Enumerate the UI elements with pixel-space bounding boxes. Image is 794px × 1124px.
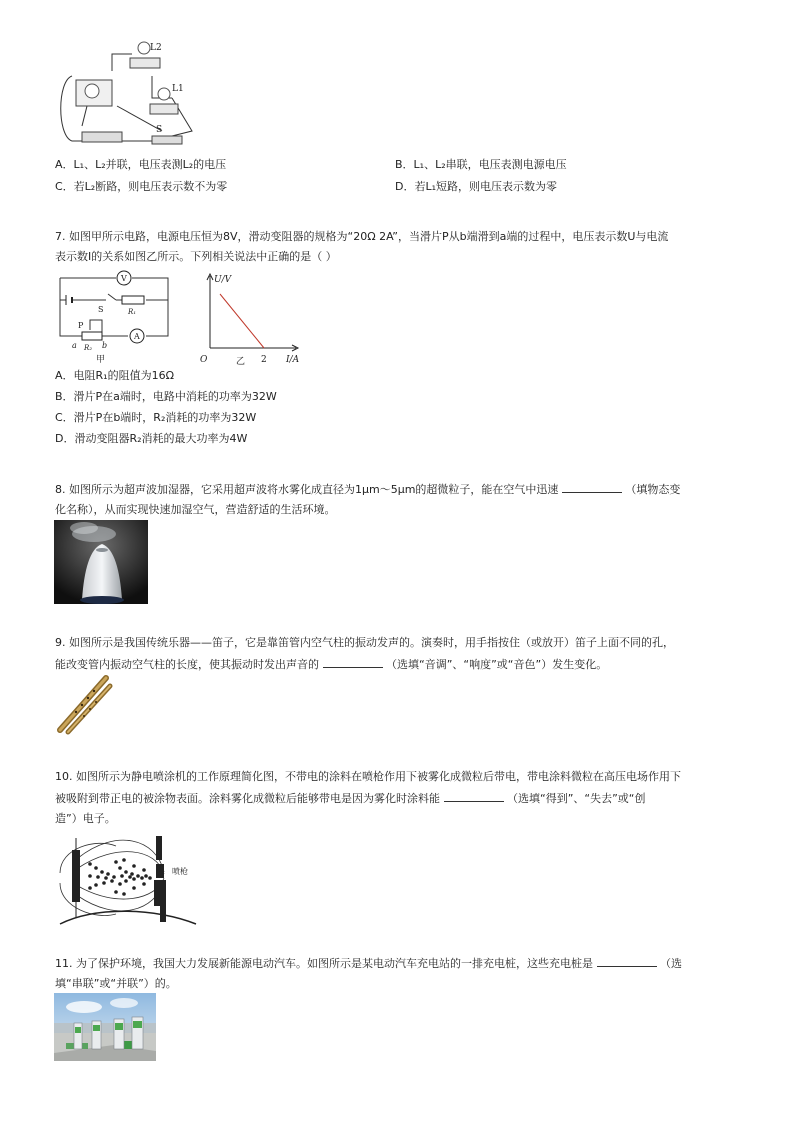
q7-label-s: S: [98, 305, 104, 314]
q9-stem-line1: 9. 如图所示是我国传统乐器——笛子，它是靠笛管内空气柱的振动发声的。演奏时，用手指按住（或放开）笛子上面不同的孔，: [55, 636, 674, 649]
q10-stem-part1: 被吸附到带正电的被涂物表面。涂料雾化成微粒后能够带电是因为雾化时涂料能: [55, 792, 440, 805]
q7-caption-yi: 乙: [236, 357, 246, 367]
q8-stem-line2: 化名称），从而实现快速加湿空气，营造舒适的生活环境。: [55, 503, 336, 516]
q10-stem-part2: （选填“得到”、“失去”或“创: [507, 792, 646, 805]
q7-graph-yi: [198, 270, 308, 365]
q8-stem-part1: 8. 如图所示为超声波加湿器，它采用超声波将水雾化成直径为1μm～5μm的超微粒子，能在空气中迅速: [55, 483, 559, 496]
q9-stem-part1: 能改变管内振动空气柱的长度，使其振动时发出声音的: [55, 658, 319, 671]
q7-option-d: D．滑动变阻器R₂消耗的最大功率为4W: [55, 432, 248, 445]
q10-stem-line3: 造”）电子。: [55, 812, 116, 825]
flute-photo: [54, 674, 114, 736]
q10-stem-line2: [55, 791, 646, 806]
q9-stem-line2: [55, 657, 607, 672]
q11-stem-line1: [55, 956, 682, 971]
q7-label-r2: R₂: [84, 344, 93, 352]
q7-stem-line1: 7. 如图甲所示电路，电源电压恒为8V，滑动变阻器的规格为“20Ω 2A”，当滑片P从b端滑到a端的过程中，电压表示数U与电流: [55, 230, 669, 243]
q7-option-c: C．滑片P在b端时，R₂消耗的功率为32W: [55, 411, 257, 424]
q8-stem-line1: [55, 482, 680, 497]
q7-label-b-end: b: [102, 341, 108, 350]
q7-meter-a: A: [134, 332, 140, 341]
q11-stem-part2: （选: [660, 957, 682, 970]
q7-graph-x-label: I/A: [286, 355, 300, 365]
q8-answer-blank[interactable]: [562, 482, 622, 493]
q7-graph-y-label: U/V: [214, 275, 232, 285]
q7-label-p: P: [78, 321, 84, 330]
q7-circuit-jia: [56, 266, 176, 366]
q7-graph-tick: 2: [261, 355, 267, 365]
q7-meter-v: V: [121, 274, 127, 283]
q7-option-b: B．滑片P在a端时，电路中消耗的功率为32W: [55, 390, 277, 403]
q7-label-r1: R₁: [128, 308, 137, 316]
q7-stem-line2: 表示数I的关系如图乙所示。下列相关说法中正确的是（ ）: [55, 250, 337, 263]
q11-answer-blank[interactable]: [597, 956, 657, 967]
q6-option-c: C．若L₂断路，则电压表示数不为零: [55, 180, 228, 193]
q6-label-s: S: [156, 125, 163, 135]
q7-caption-jia: 甲: [96, 355, 106, 365]
q6-option-a: A．L₁、L₂并联，电压表测L₂的电压: [55, 158, 227, 171]
q7-option-a: A．电阻R₁的阻值为16Ω: [55, 369, 174, 382]
spray-gun-diagram: [56, 828, 206, 924]
paint-particles: [88, 858, 152, 896]
q6-label-l1: L1: [172, 84, 184, 94]
q9-stem-part2: （选填“音调”、“响度”或“音色”）发生变化。: [386, 658, 608, 671]
q10-stem-line1: 10. 如图所示为静电喷涂机的工作原理简化图，不带电的涂料在喷枪作用下被雾化成微粒后带电，带电涂料微粒在高压电场作用下: [55, 770, 681, 783]
q11-stem-line2: 填“串联”或“并联”）的。: [55, 977, 177, 990]
q11-stem-part1: 11. 为了保护环境，我国大力发展新能源电动汽车。如图所示是某电动汽车充电站的一排充电桩，这些充电桩是: [55, 957, 593, 970]
q6-option-b: B．L₁、L₂串联，电压表测电源电压: [395, 158, 567, 171]
humidifier-photo: [54, 520, 148, 604]
charging-station-photo: [54, 993, 156, 1061]
q7-graph-origin: O: [200, 355, 208, 365]
q6-option-d: D．若L₁短路，则电压表示数为零: [395, 180, 558, 193]
q8-stem-part2: （填物态变: [625, 483, 681, 496]
q6-circuit-figure: [52, 36, 202, 148]
spray-gun-label: 喷枪: [172, 867, 188, 876]
q6-label-l2: L2: [150, 43, 162, 53]
q9-answer-blank[interactable]: [323, 657, 383, 668]
q10-answer-blank[interactable]: [444, 791, 504, 802]
q7-label-a-end: a: [72, 341, 77, 350]
